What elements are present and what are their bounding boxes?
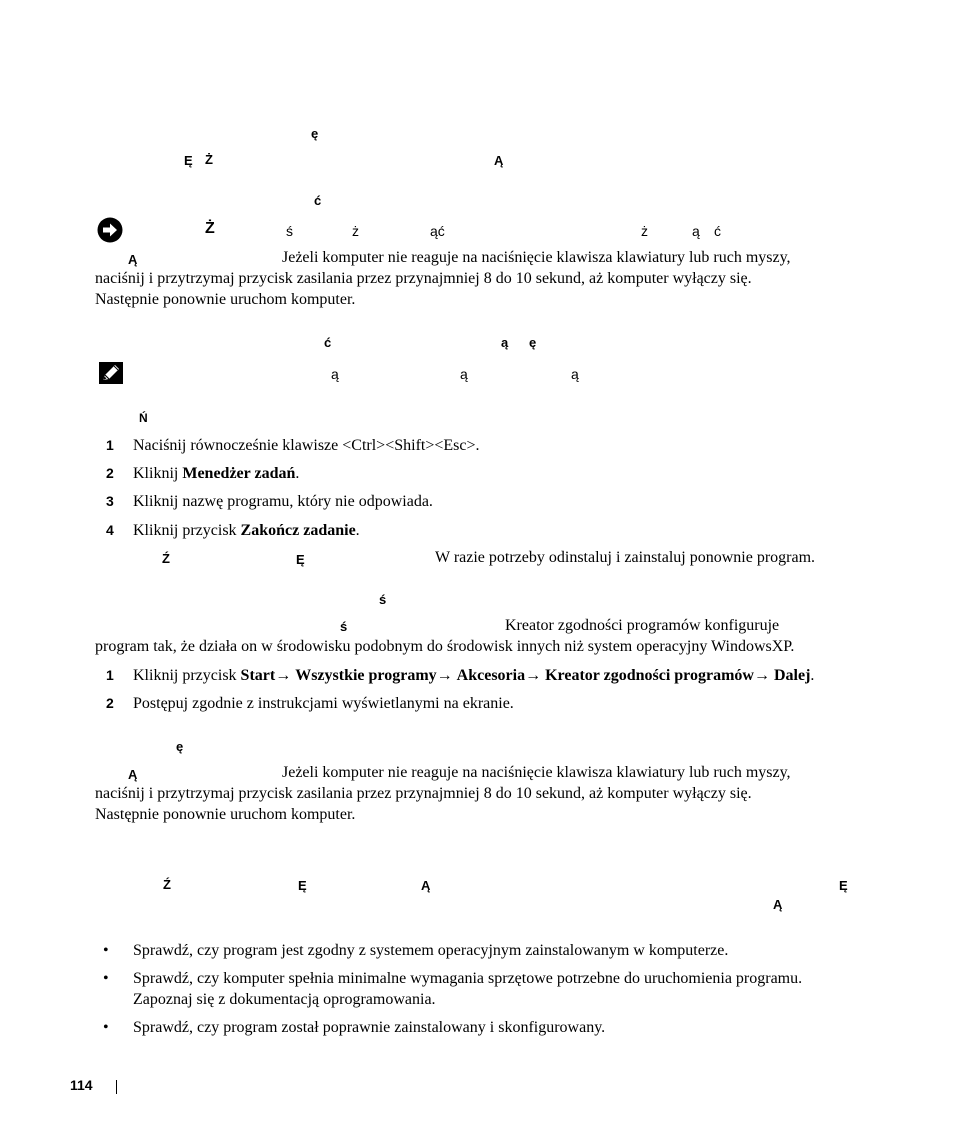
step-text-bold: Akcesoria bbox=[456, 667, 526, 684]
step-number: 2 bbox=[106, 465, 114, 481]
list-item bbox=[106, 665, 814, 686]
step-number: 1 bbox=[106, 437, 114, 453]
heading-fragment: ć bbox=[324, 335, 332, 350]
paragraph-fragment: Ę bbox=[296, 552, 305, 567]
notice-fragment: ąć bbox=[430, 223, 445, 239]
step-text-bold: Zakończ zadanie bbox=[240, 522, 356, 539]
note-pencil-icon bbox=[99, 362, 123, 389]
paragraph-line: Jeżeli komputer nie reaguje na naciśnięcie klawisza klawiatury lub ruch myszy, bbox=[282, 764, 791, 781]
list-item bbox=[106, 491, 433, 512]
bullet-text: Zapoznaj się z dokumentacją oprogramowania. bbox=[133, 991, 436, 1008]
step-text: . bbox=[810, 667, 815, 684]
step-text: Naciśnij równocześnie klawisze <Ctrl><Shift><Esc>. bbox=[133, 437, 480, 454]
paragraph-fragment: ś bbox=[340, 619, 348, 634]
step-text: → bbox=[753, 667, 774, 684]
notice-fragment: ć bbox=[714, 223, 721, 239]
step-number: 3 bbox=[106, 493, 114, 509]
paragraph-line: Następnie ponownie uruchom komputer. bbox=[95, 291, 356, 308]
step-text: → bbox=[436, 667, 457, 684]
paragraph-fragment: Ę bbox=[839, 878, 848, 893]
heading-fragment: Ż bbox=[205, 152, 213, 167]
step-text: . bbox=[355, 522, 360, 539]
step-text: Kliknij bbox=[133, 465, 183, 482]
bullet-marker: • bbox=[103, 970, 109, 987]
notice-fragment: ś bbox=[286, 223, 293, 239]
notice-fragment: ą bbox=[692, 223, 700, 239]
step-text-bold: Kreator zgodności programów bbox=[545, 667, 754, 684]
paragraph-fragment: Ę bbox=[298, 878, 307, 893]
list-item bbox=[106, 435, 480, 456]
page-number: 114 bbox=[70, 1077, 93, 1093]
step-text-bold: Wszystkie programy bbox=[295, 667, 437, 684]
notice-arrow-icon bbox=[97, 217, 123, 248]
step-text-bold: Start bbox=[240, 667, 276, 684]
paragraph-fragment: Ą bbox=[421, 878, 431, 893]
heading-fragment: Ą bbox=[494, 153, 504, 168]
heading-fragment: ę bbox=[529, 335, 537, 350]
note-fragment: ą bbox=[571, 366, 579, 382]
paragraph-line: program tak, że działa on w środowisku podobnym do środowisk innych niż system operacyjny WindowsXP. bbox=[95, 638, 795, 655]
step-text: Kliknij nazwę programu, który nie odpowiada. bbox=[133, 493, 433, 510]
notice-fragment: ż bbox=[641, 223, 648, 239]
notice-fragment: ż bbox=[352, 223, 359, 239]
heading-fragment: ę bbox=[311, 126, 319, 141]
heading-fragment: ś bbox=[379, 592, 387, 607]
paragraph-fragment: Ź bbox=[162, 551, 170, 566]
paragraph-fragment: Ź bbox=[163, 877, 171, 892]
list-item bbox=[106, 520, 360, 541]
paragraph-line: naciśnij i przytrzymaj przycisk zasilania przez przynajmniej 8 do 10 sekund, aż komputer wyłączy się. bbox=[95, 270, 752, 287]
step-number: 2 bbox=[106, 695, 114, 711]
step-text-bold: Menedżer zadań bbox=[182, 465, 296, 482]
step-text: Kliknij przycisk bbox=[133, 522, 241, 539]
paragraph-line: Kreator zgodności programów konfiguruje bbox=[505, 617, 780, 634]
heading-fragment: ą bbox=[501, 335, 509, 350]
step-text: → bbox=[525, 667, 546, 684]
heading-fragment: ę bbox=[176, 739, 184, 754]
heading-fragment: ć bbox=[314, 193, 322, 208]
paragraph-line: naciśnij i przytrzymaj przycisk zasilania przez przynajmniej 8 do 10 sekund, aż komputer wyłączy się. bbox=[95, 785, 752, 802]
step-number: 1 bbox=[106, 667, 114, 683]
note-fragment: ą bbox=[460, 366, 468, 382]
step-text-bold: Dalej bbox=[773, 667, 811, 684]
paragraph-fragment: Ą bbox=[128, 767, 138, 782]
paragraph-fragment: Ą bbox=[773, 897, 783, 912]
note-fragment: ą bbox=[331, 366, 339, 382]
bullet-text: Sprawdź, czy komputer spełnia minimalne wymagania sprzętowe potrzebne do uruchomienia programu. bbox=[133, 970, 803, 987]
list-item bbox=[106, 463, 299, 484]
paragraph-line: Następnie ponownie uruchom komputer. bbox=[95, 806, 356, 823]
footer-divider bbox=[116, 1080, 117, 1094]
heading-fragment: Ę bbox=[184, 153, 193, 168]
notice-fragment: Ż bbox=[205, 220, 215, 237]
bullet-marker: • bbox=[103, 942, 109, 959]
paragraph-fragment: Ą bbox=[128, 252, 138, 267]
step-text: Postępuj zgodnie z instrukcjami wyświetlanymi na ekranie. bbox=[133, 695, 514, 712]
subheading-fragment: Ń bbox=[139, 411, 148, 425]
bullet-text: Sprawdź, czy program jest zgodny z systemem operacyjnym zainstalowanym w komputerze. bbox=[133, 942, 729, 959]
step-text: Kliknij przycisk bbox=[133, 667, 241, 684]
list-item bbox=[106, 693, 514, 714]
bullet-marker: • bbox=[103, 1019, 109, 1036]
bullet-text: Sprawdź, czy program został poprawnie zainstalowany i skonfigurowany. bbox=[133, 1019, 606, 1036]
paragraph-line: Jeżeli komputer nie reaguje na naciśnięcie klawisza klawiatury lub ruch myszy, bbox=[282, 249, 791, 266]
step-text: → bbox=[275, 667, 296, 684]
step-number: 4 bbox=[106, 522, 114, 538]
paragraph-line: W razie potrzeby odinstaluj i zainstaluj ponownie program. bbox=[435, 549, 816, 566]
step-text: . bbox=[295, 465, 300, 482]
